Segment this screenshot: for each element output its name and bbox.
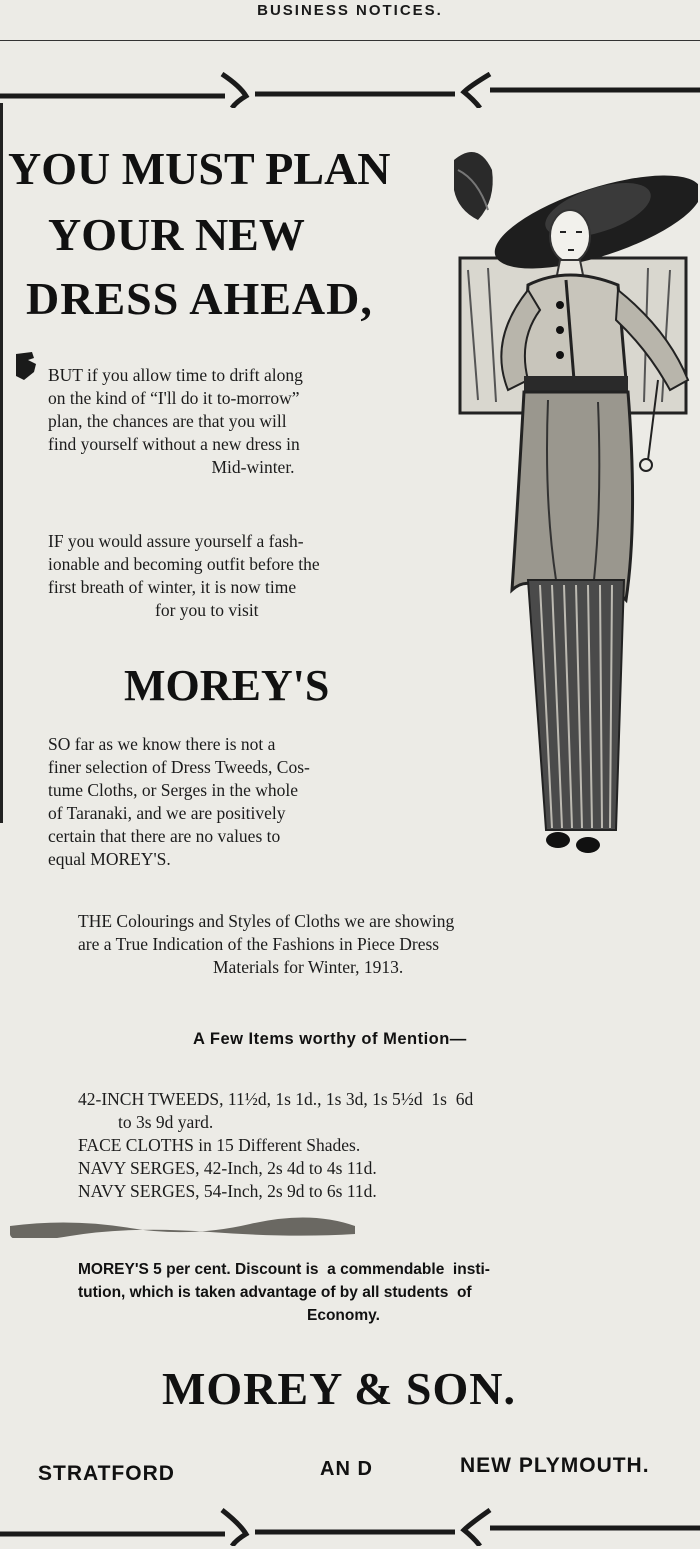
headline-line-2: YOUR NEW — [48, 209, 305, 260]
headline-line-3: DRESS AHEAD, — [26, 273, 373, 324]
selection-paragraph — [48, 733, 428, 871]
bottom-ornamental-rule — [0, 1508, 700, 1546]
list-item: FACE CLOTHS in 15 Different Shades. — [78, 1135, 361, 1155]
print-smudge — [10, 1216, 355, 1238]
intro-paragraph — [48, 364, 428, 479]
selection-line: equal MOREY'S. — [48, 849, 171, 869]
intro-line: on the kind of “I'll do it to-morrow” — [48, 388, 300, 408]
selection-line: of Taranaki, and we are positively — [48, 803, 286, 823]
town-new-plymouth: NEW PLYMOUTH. — [460, 1454, 650, 1477]
selection-line: SO far as we know there is not a — [48, 734, 276, 754]
assure-line: IF you would assure yourself a fash- — [48, 531, 304, 551]
headline-line-1: YOU MUST PLAN — [8, 143, 391, 194]
town-stratford: STRATFORD — [38, 1462, 175, 1485]
intro-line: BUT if you allow time to drift along — [48, 365, 303, 385]
colourings-line: Materials for Winter, 1913. — [213, 957, 404, 977]
list-item: NAVY SERGES, 54-Inch, 2s 9d to 6s 11d. — [78, 1181, 377, 1201]
pointing-hand-icon — [10, 350, 40, 384]
discount-paragraph — [78, 1258, 638, 1327]
left-border — [0, 103, 3, 823]
items-list — [78, 1088, 678, 1203]
intro-line: Mid-winter. — [211, 457, 295, 477]
items-heading: A Few Items worthy of Mention— — [193, 1030, 467, 1048]
selection-line: tume Cloths, or Serges in the whole — [48, 780, 298, 800]
discount-line: Economy. — [307, 1307, 380, 1324]
selection-line: finer selection of Dress Tweeds, Cos- — [48, 757, 310, 777]
list-item: to 3s 9d yard. — [118, 1112, 214, 1132]
colourings-line: are a True Indication of the Fashions in Piece Dress — [78, 934, 440, 954]
section-header: BUSINESS NOTICES. — [257, 2, 443, 19]
discount-line: MOREY'S 5 per cent. Discount is a commendable insti- — [78, 1261, 490, 1278]
selection-line: certain that there are no values to — [48, 826, 281, 846]
list-item: 42-INCH TWEEDS, 11½d, 1s 1d., 1s 3d, 1s 5½d 1s 6d — [78, 1089, 474, 1109]
header-divider — [0, 40, 700, 41]
colourings-paragraph — [78, 910, 638, 979]
intro-line: plan, the chances are that you will — [48, 411, 287, 431]
firm-name: MOREY & SON. — [162, 1363, 517, 1414]
intro-line: find yourself without a new dress in — [48, 434, 300, 454]
colourings-line: THE Colourings and Styles of Cloths we are showing — [78, 911, 455, 931]
fashion-illustration — [448, 140, 698, 880]
brand-name: MOREY'S — [124, 661, 330, 710]
town-and: AN D — [320, 1458, 373, 1480]
discount-line: tution, which is taken advantage of by all students of — [78, 1284, 472, 1301]
assure-line: first breath of winter, it is now time — [48, 577, 297, 597]
list-item: NAVY SERGES, 42-Inch, 2s 4d to 4s 11d. — [78, 1158, 377, 1178]
assure-line: for you to visit — [155, 600, 259, 620]
assure-paragraph — [48, 530, 428, 622]
assure-line: ionable and becoming outfit before the — [48, 554, 320, 574]
top-ornamental-rule — [0, 72, 700, 102]
